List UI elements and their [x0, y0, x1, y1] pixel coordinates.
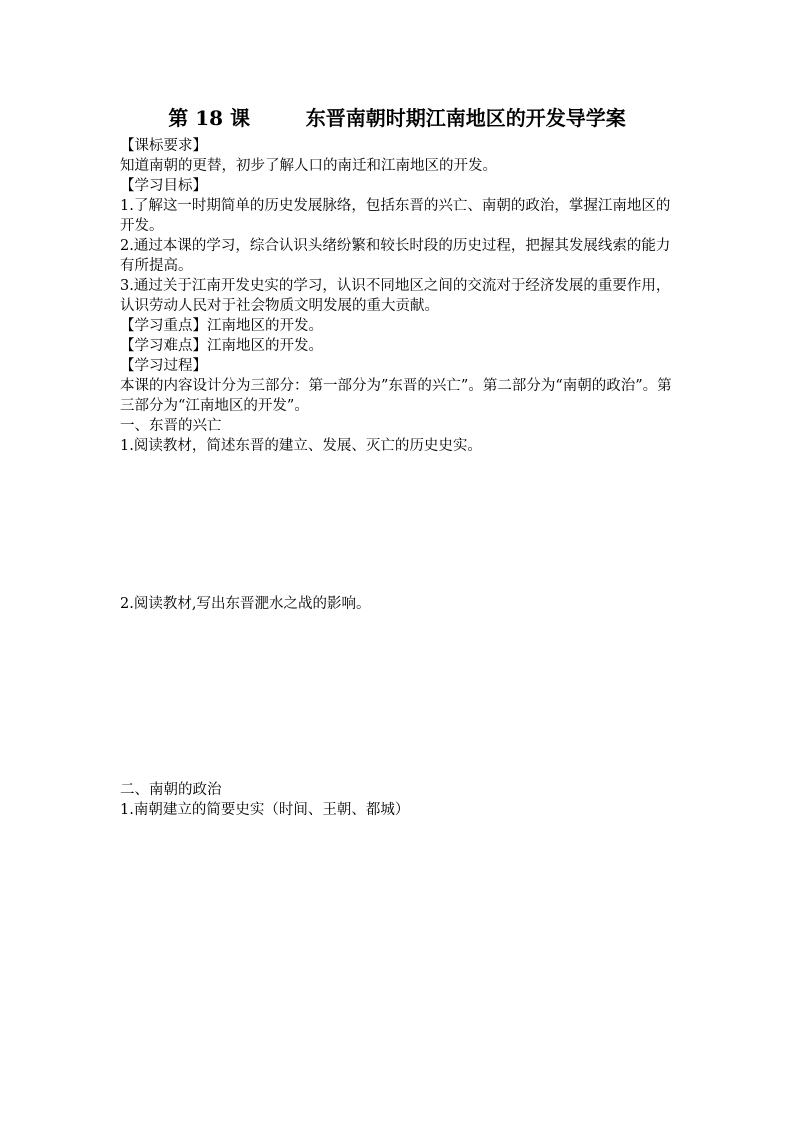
process-text: 本课的内容设计分为三部分：第一部分为”东晋的兴亡”。第二部分为“南朝的政治”。第三部分为“江南地区的开发”。	[120, 378, 672, 414]
section-heading-1: 一、东晋的兴亡	[120, 418, 222, 434]
standard-heading: 【课标要求】	[120, 138, 207, 154]
difficulty-point: 【学习难点】江南地区的开发。	[120, 338, 323, 354]
question-3: 1.南朝建立的简要史实（时间、王朝、都城）	[120, 802, 410, 818]
goal-item-1: 1.了解这一时期简单的历史发展脉络，包括东晋的兴亡、南朝的政治，掌握江南地区的开发。	[120, 198, 671, 234]
standard-text: 知道南朝的更替，初步了解人口的南迁和江南地区的开发。	[120, 158, 497, 174]
answer-space-2	[120, 614, 680, 780]
document-body	[120, 136, 680, 820]
answer-space-1	[120, 456, 680, 594]
key-point: 【学习重点】江南地区的开发。	[120, 318, 323, 334]
page-title: 第 18 课 东晋南朝时期江南地区的开发导学案	[168, 106, 626, 130]
goal-item-3: 3.通过关于江南开发史实的学习，认识不同地区之间的交流对于经济发展的重要作用，认识劳动人民对于社会物质文明发展的重大贡献。	[120, 278, 671, 314]
goal-item-2: 2.通过本课的学习，综合认识头绪纷繁和较长时段的历史过程，把握其发展线索的能力有所提高。	[120, 238, 671, 274]
question-1: 1.阅读教材，简述东晋的建立、发展、灭亡的历史史实。	[120, 438, 482, 454]
goals-heading: 【学习目标】	[120, 178, 207, 194]
process-heading: 【学习过程】	[120, 358, 207, 374]
question-2: 2.阅读教材,写出东晋淝水之战的影响。	[120, 596, 371, 612]
section-heading-2: 二、南朝的政治	[120, 782, 222, 798]
